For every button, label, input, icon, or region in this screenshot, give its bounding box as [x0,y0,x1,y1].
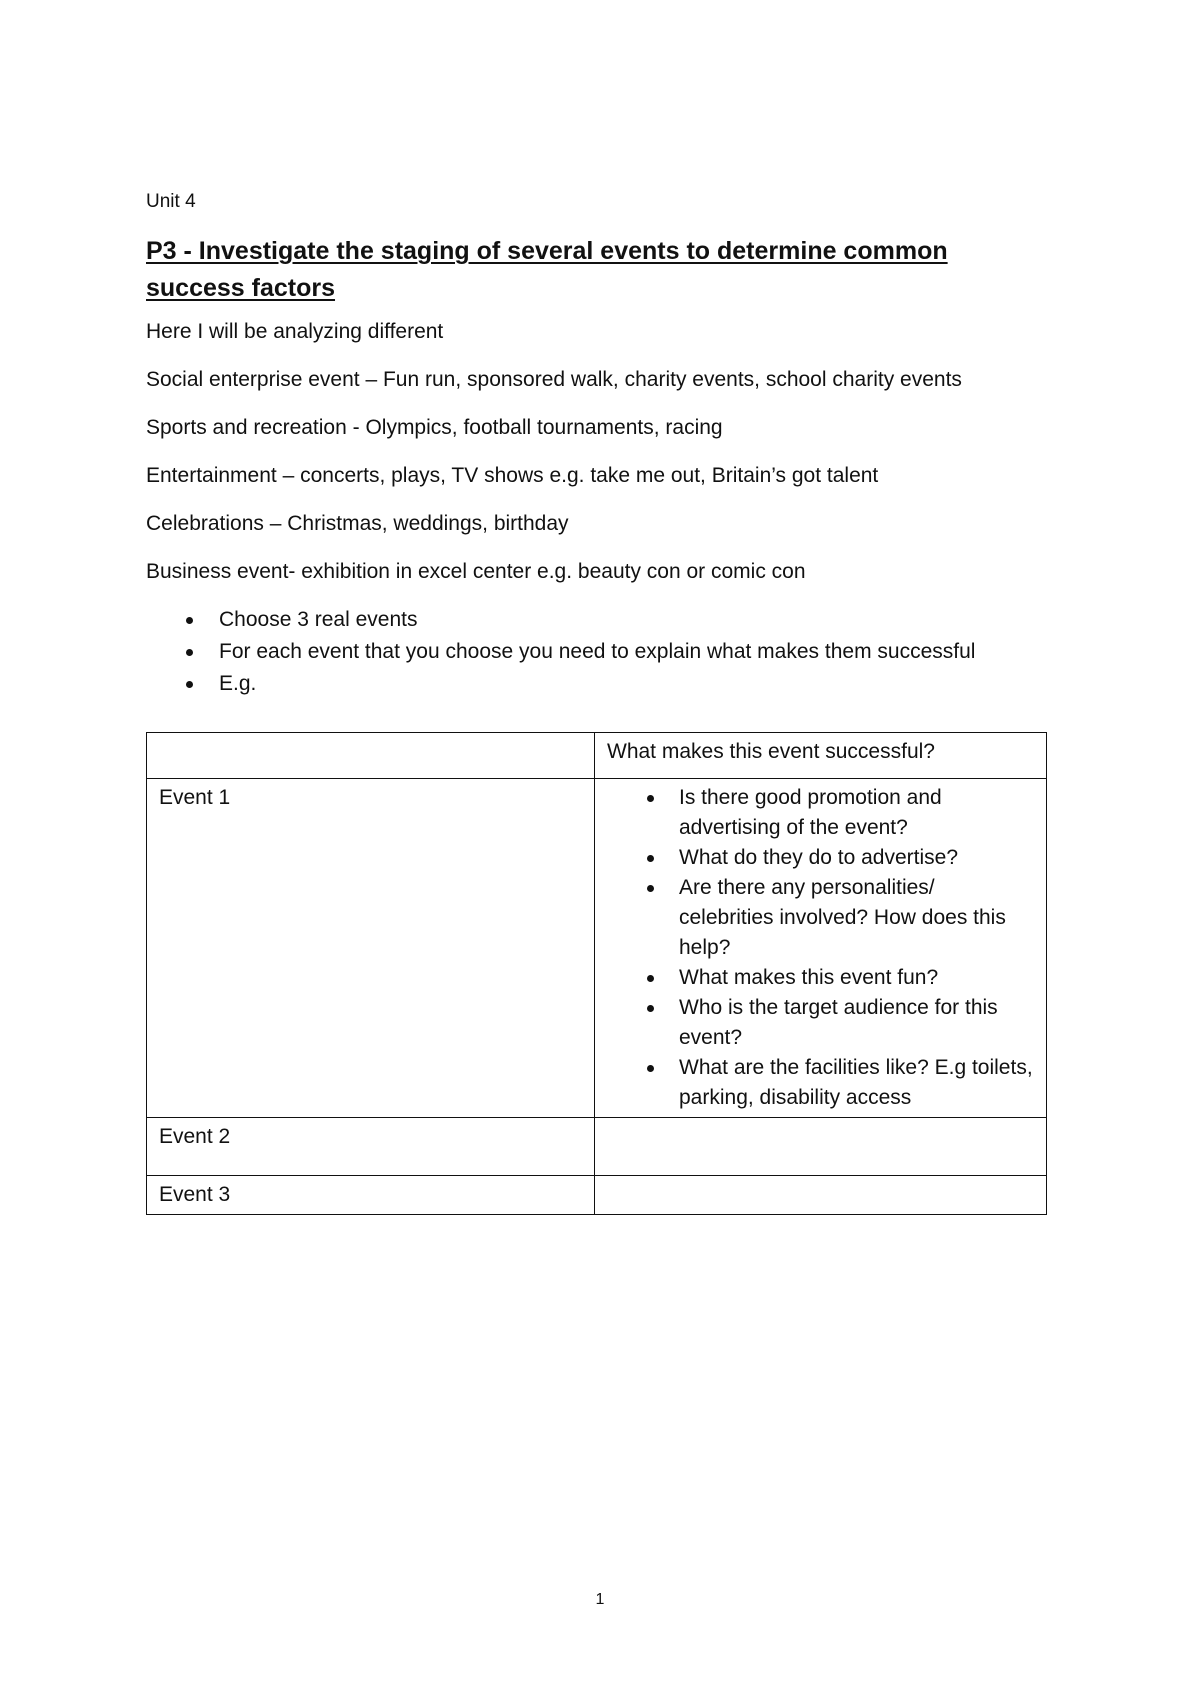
event-1-label-cell[interactable]: Event 1 [147,779,595,1118]
list-item [146,668,1046,700]
list-item [146,604,1046,636]
instruction-text: Choose 3 real events [219,608,418,631]
point-text: What are the facilities like? E.g toilets, parking, disability access [679,1056,1033,1109]
instruction-text: E.g. [219,672,257,695]
bullet-icon [186,649,193,656]
event-2-label-cell[interactable]: Event 2 [147,1118,595,1176]
point-text: What do they do to advertise? [679,846,958,869]
bullet-icon [647,975,654,982]
bullet-icon [647,885,654,892]
table-row [147,779,1047,1118]
instruction-list [146,604,1046,700]
event-type-social: Social enterprise event – Fun run, sponsored walk, charity events, school charity events [146,368,962,391]
list-item [146,636,1046,668]
intro-text: Here I will be analyzing different [146,320,444,343]
page-title: P3 - Investigate the staging of several events to determine common success factors [146,237,948,302]
event-3-points-cell[interactable] [595,1176,1047,1215]
bullet-icon [186,617,193,624]
list-item [607,1053,1034,1113]
list-item [607,963,1034,993]
list-item [607,783,1034,843]
bullet-icon [647,1005,654,1012]
list-item [607,843,1034,873]
point-text: Is there good promotion and advertising of the event? [679,786,942,839]
bullet-icon [647,795,654,802]
table-row [147,1176,1047,1215]
bullet-icon [647,855,654,862]
event-type-entertainment: Entertainment – concerts, plays, TV shows e.g. take me out, Britain’s got talent [146,464,879,487]
event-type-business: Business event- exhibition in excel center e.g. beauty con or comic con [146,560,806,583]
table-header-row [147,733,1047,779]
event-2-points-cell[interactable] [595,1118,1047,1176]
page-number: 1 [595,1591,605,1608]
point-text: What makes this event fun? [679,966,939,989]
event-type-sports: Sports and recreation - Olympics, football tournaments, racing [146,416,723,439]
events-table [146,732,1047,1215]
event-type-celebrations: Celebrations – Christmas, weddings, birthday [146,512,569,535]
page-content [146,190,1046,700]
instruction-text: For each event that you choose you need to explain what makes them successful [219,640,976,663]
list-item [607,873,1034,963]
bullet-icon [186,681,193,688]
table-header-cell-success[interactable]: What makes this event successful? [595,733,1047,779]
point-text: Who is the target audience for this event? [679,996,998,1049]
list-item [607,993,1034,1053]
success-points-list [607,783,1034,1113]
point-text: Are there any personalities/ celebrities involved? How does this help? [679,876,1006,959]
table-header-cell-empty[interactable] [147,733,595,779]
event-3-label-cell[interactable]: Event 3 [147,1176,595,1215]
unit-label: Unit 4 [146,191,196,212]
event-1-points-cell[interactable] [595,779,1047,1118]
table-row [147,1118,1047,1176]
bullet-icon [647,1065,654,1072]
